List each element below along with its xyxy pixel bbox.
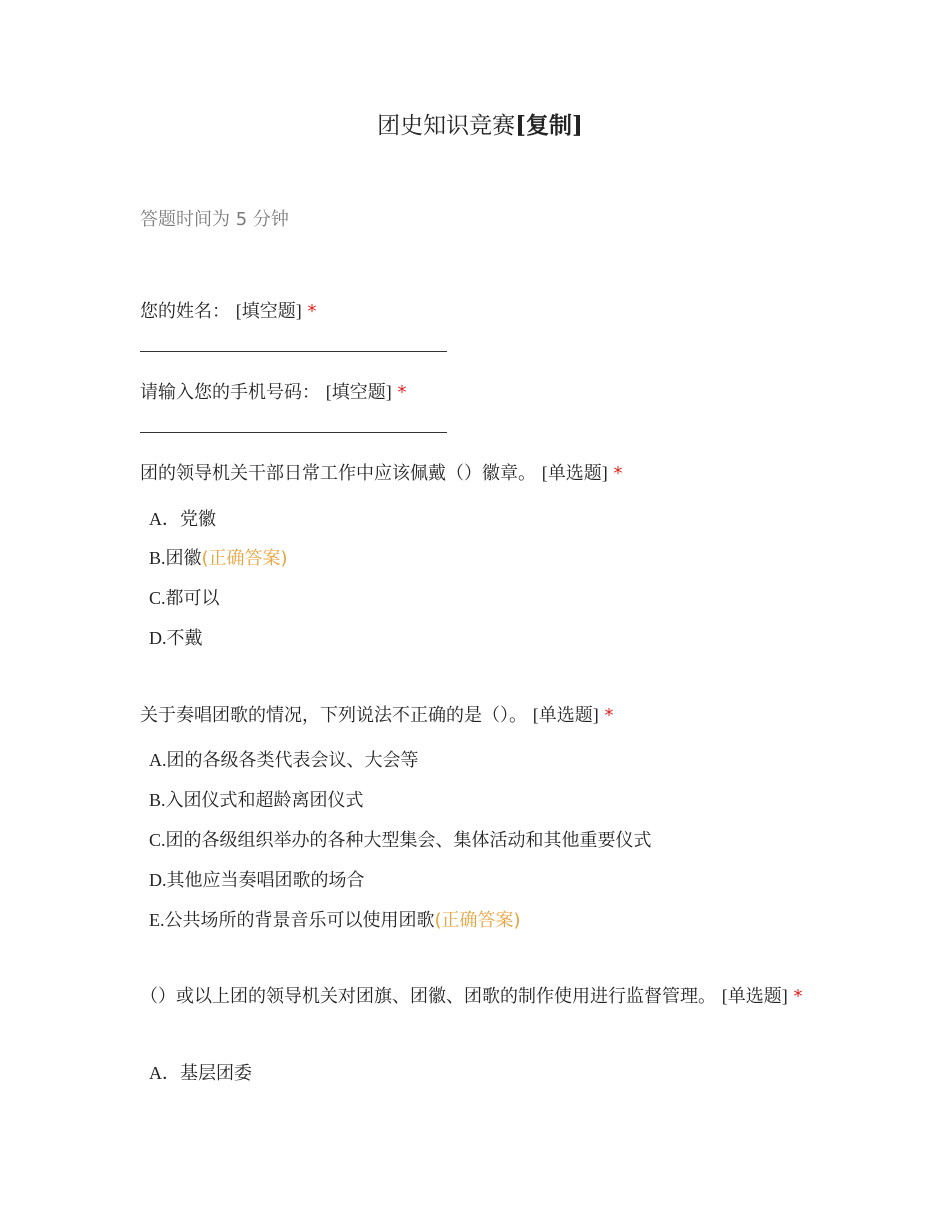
question-badge [140, 457, 820, 490]
option-letter: D. [149, 870, 167, 890]
option-text: 都可以 [165, 588, 220, 609]
phone-answer-line[interactable] [140, 432, 447, 433]
survey-description: 答题时间为 5 分钟 [140, 209, 289, 230]
option-letter: A． [149, 509, 180, 529]
question-supervision [140, 980, 820, 1013]
option-text: 基层团委 [180, 1063, 252, 1084]
question-type-tag: [单选题] [721, 986, 788, 1006]
survey-title-main: 团史知识竞赛 [377, 113, 516, 139]
option-letter: C. [149, 588, 166, 608]
option-text: 其他应当奏唱团歌的场合 [166, 870, 365, 891]
option-item[interactable] [149, 1060, 252, 1087]
correct-answer-note: (正确答案) [201, 548, 288, 569]
option-letter: A. [149, 750, 167, 770]
question-text: （）或以上团的领导机关对团旗、团徽、团歌的制作使用进行监督管理。 [140, 986, 716, 1007]
question-name [140, 295, 820, 328]
option-item[interactable] [149, 585, 220, 612]
question-phone [140, 376, 820, 409]
option-letter: B. [149, 548, 166, 568]
option-letter: D. [149, 628, 167, 648]
required-mark: * [604, 705, 614, 726]
question-type-tag: [填空题] [235, 301, 302, 321]
option-text: 团徽 [165, 548, 202, 569]
survey-title-suffix: [复制] [515, 112, 583, 139]
option-text: 团的各级各类代表会议、大会等 [166, 750, 419, 771]
required-mark: * [397, 382, 407, 403]
option-letter: B. [149, 790, 166, 810]
question-type-tag: [单选题] [532, 705, 599, 725]
option-text: 入团仪式和超龄离团仪式 [165, 790, 364, 811]
option-item[interactable] [149, 787, 364, 814]
option-item[interactable] [149, 907, 521, 934]
name-answer-line[interactable] [140, 351, 447, 352]
question-text: 您的姓名： [140, 301, 230, 322]
option-text: 团的各级组织举办的各种大型集会、集体活动和其他重要仪式 [165, 830, 652, 851]
required-mark: * [613, 463, 623, 484]
option-letter: A． [149, 1063, 180, 1083]
question-text: 关于奏唱团歌的情况，下列说法不正确的是（）。 [140, 705, 527, 726]
required-mark: * [793, 986, 803, 1007]
option-item[interactable] [149, 867, 365, 894]
question-type-tag: [填空题] [325, 382, 392, 402]
question-anthem [140, 699, 820, 732]
option-letter: E. [149, 910, 165, 930]
option-item[interactable] [149, 747, 419, 774]
option-item[interactable] [149, 625, 203, 652]
question-text: 请输入您的手机号码： [140, 382, 320, 403]
required-mark: * [307, 301, 317, 322]
option-item[interactable] [149, 506, 216, 533]
option-item[interactable] [149, 827, 652, 854]
option-text: 党徽 [180, 509, 216, 530]
option-text: 公共场所的背景音乐可以使用团歌 [164, 910, 435, 931]
option-item[interactable] [149, 545, 288, 572]
option-letter: C. [149, 830, 166, 850]
question-type-tag: [单选题] [541, 463, 608, 483]
correct-answer-note: (正确答案) [434, 910, 521, 931]
survey-title [0, 110, 950, 142]
option-text: 不戴 [166, 628, 203, 649]
question-text: 团的领导机关干部日常工作中应该佩戴（）徽章。 [140, 463, 536, 484]
